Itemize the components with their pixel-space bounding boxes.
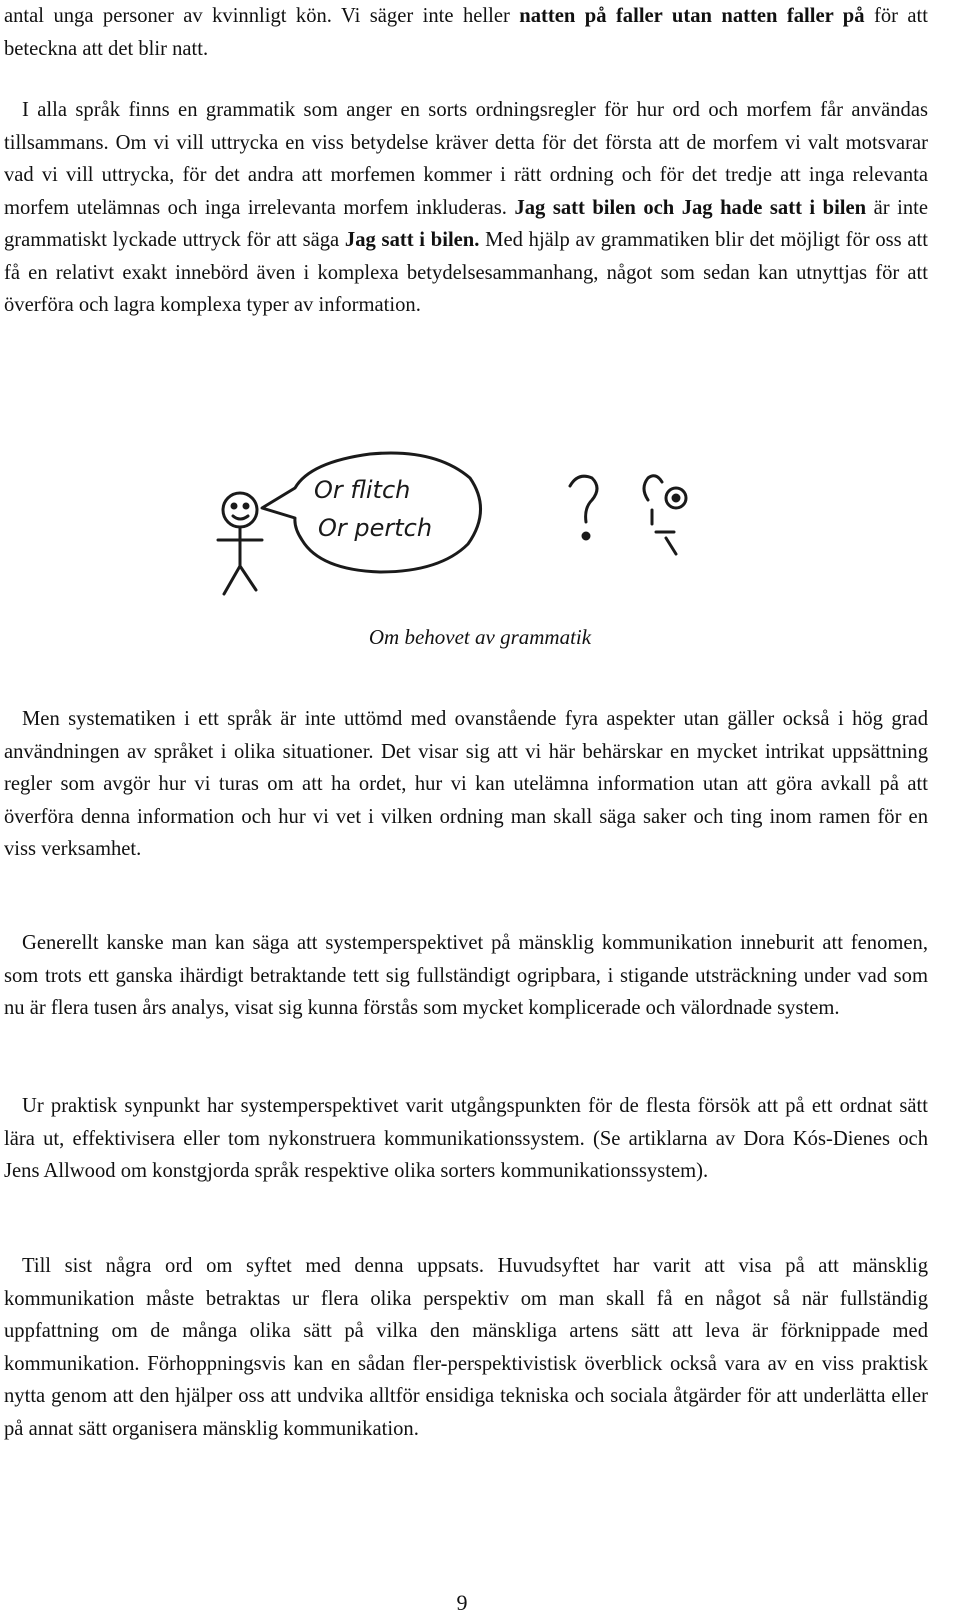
paragraph-3 bbox=[4, 703, 928, 866]
question-dot bbox=[583, 533, 589, 539]
listener-eye-icon bbox=[673, 495, 679, 501]
bubble-line-1: Or flitch bbox=[314, 476, 411, 504]
paragraph-5-text: Ur praktisk synpunkt har systemperspektivet varit utgångspunkten för de flesta försök att på ett ordnat sätt lära ut, effektivisera eller tom nykonstruera kommunikationssystem. (Se artiklarna av Dora Kós-Dienes och Jens Allwood om konstgjorda språk respektive olika sorters kommunikationssystem). bbox=[4, 1095, 928, 1182]
speaker-eye-icon bbox=[244, 504, 248, 508]
paragraph-3-text: Men systematiken i ett språk är inte uttömd med ovanstående fyra aspekter utan gäller också i hög grad användningen av språket i olika situationer. Det visar sig att vi här behärskar en mycket intrikat uppsättning regler som avgör hur vi turas om att ha ordet, hur vi kan utelämna information utan att göra avkall på att överföra denna information och hur vi vet i vilken ordning man skall säga saker och ting inom ramen för en viss verksamhet. bbox=[4, 708, 928, 860]
figure-caption: Om behovet av grammatik bbox=[368, 625, 592, 649]
speaker-mouth bbox=[233, 516, 248, 519]
paragraph-4 bbox=[4, 927, 928, 1025]
listener-hair bbox=[644, 476, 662, 500]
paragraph-2 bbox=[4, 94, 928, 322]
paragraph-1-bold-example: natten på faller utan natten faller på bbox=[519, 5, 865, 27]
paragraph-2-text-b: är inte grammatiskt lyckade uttryck för att säga bbox=[4, 196, 928, 251]
paragraph-1-text-b: för att beteckna att det blir natt. bbox=[4, 5, 928, 60]
paragraph-2-bold-example-2: Jag satt i bilen. bbox=[344, 229, 480, 251]
speech-bubble bbox=[262, 453, 481, 572]
paragraph-1 bbox=[4, 0, 928, 65]
paragraph-5 bbox=[4, 1090, 928, 1188]
paragraph-6 bbox=[4, 1250, 928, 1445]
paragraph-2-text-c: Med hjälp av grammatiken blir det möjligt för oss att få en relativt exakt innebörd även i komplexa betydelsesammanhang, något som sedan kan utnyttjas för att överföra och lagra komplexa typer av information. bbox=[4, 229, 928, 316]
paragraph-2-bold-example-1: Jag satt bilen och Jag hade satt i bilen bbox=[514, 196, 867, 219]
speaker-body bbox=[218, 527, 262, 594]
bubble-line-2: Or pertch bbox=[318, 514, 433, 542]
grammar-illustration-drawing bbox=[200, 448, 740, 618]
question-mark-icon bbox=[570, 476, 597, 522]
page-number: 9 bbox=[456, 1590, 468, 1615]
listener-face bbox=[652, 510, 676, 554]
speaker-eye-icon bbox=[232, 504, 236, 508]
grammar-illustration bbox=[200, 448, 740, 618]
paragraph-1-text-a: antal unga personer av kvinnligt kön. Vi säger inte heller bbox=[4, 5, 520, 27]
speaker-head bbox=[223, 493, 257, 527]
paragraph-2-text-a: I alla språk finns en grammatik som anger en sorts ordningsregler för hur ord och morfem får användas tillsammans. Om vi vill uttrycka en viss betydelse kräver detta för det första att de morfem vi valt motsvarar vad vi vill uttrycka, för det andra att morfemen kommer i rätt ordning och för det tredje att inga relevanta morfem utelämnas och inga irrelevanta morfem inkluderas. bbox=[4, 99, 928, 219]
paragraph-6-text: Till sist några ord om syftet med denna uppsats. Huvudsyftet har varit att visa på att mänsklig kommunikation måste betraktas ur flera olika perspektiv om man skall få en något så när fullständig uppfattning om de många olika sätt på vilka den mänskliga artens sätt att leva är förknippade med kommunikation. Förhoppningsvis kan en sådan fler-perspektivistisk överblick också vara av en viss praktisk nytta genom att den hjälper oss att undvika alltför ensidiga tekniska och sociala åtgärder för att underlätta eller på annat sätt organisera mänsklig kommunikation. bbox=[4, 1255, 928, 1440]
paragraph-4-text: Generellt kanske man kan säga att systemperspektivet på mänsklig kommunikation inneburit att fenomen, som trots ett ganska ihärdigt betraktande tett sig fullständigt ogripbara, i stigande utsträckning under vad som nu är flera tusen års analys, visat sig kunna förstås som mycket komplicerade och välordnade system. bbox=[4, 932, 928, 1019]
